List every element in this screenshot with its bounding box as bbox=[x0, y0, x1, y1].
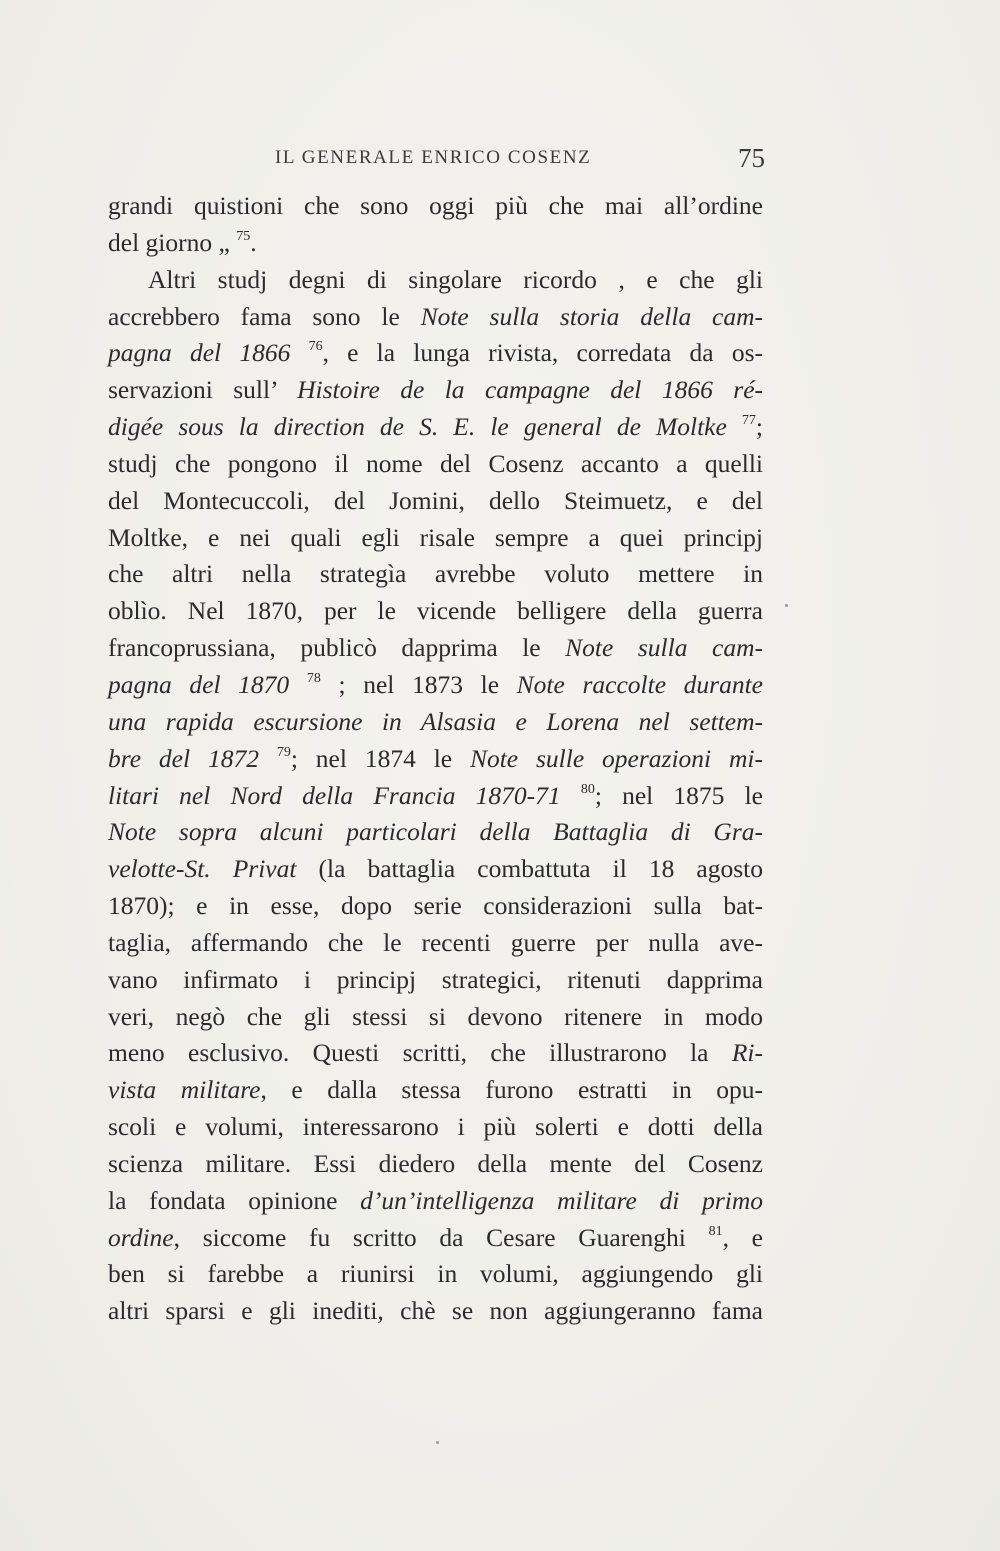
italic-text: Note sopra alcuni particolari della Battaglia di Gra- bbox=[108, 817, 763, 847]
text-line bbox=[108, 888, 763, 925]
text-line bbox=[108, 741, 763, 778]
text-line bbox=[108, 925, 763, 962]
text-run: studj che pongono il nome del Cosenz accanto a quelli bbox=[108, 448, 763, 478]
page-header bbox=[275, 143, 765, 175]
text-line bbox=[108, 188, 763, 225]
text-run: , e la lunga rivista, corredata da os- bbox=[322, 338, 764, 368]
text-run: ; nel 1874 le bbox=[290, 743, 470, 773]
speck-mark bbox=[436, 1441, 439, 1444]
footnote-ref: 77 bbox=[741, 413, 756, 429]
text-run: 1870); e in esse, dopo serie considerazioni sulla bat- bbox=[108, 891, 763, 921]
text-line bbox=[108, 1220, 763, 1257]
footnote-ref: 80 bbox=[580, 781, 595, 797]
text-run: del Montecuccoli, del Jomini, dello Steimuetz, e del bbox=[108, 485, 763, 515]
italic-text: velotte-St. Privat bbox=[108, 854, 297, 884]
text-run bbox=[727, 412, 742, 441]
text-run: grandi quistioni che sono oggi più che mai all’ordine bbox=[108, 191, 763, 220]
text-line bbox=[108, 1146, 763, 1183]
text-line bbox=[108, 851, 763, 888]
text-line bbox=[108, 409, 763, 446]
text-line bbox=[108, 335, 763, 372]
text-run: , siccome fu scritto da Cesare Guarenghi bbox=[173, 1222, 709, 1252]
text-line bbox=[108, 372, 763, 409]
italic-text: Note raccolte durante bbox=[516, 669, 763, 699]
text-run: altri sparsi e gli inediti, chè se non aggiungeranno fama bbox=[108, 1296, 763, 1326]
italic-text: Histoire de la campagne del 1866 ré- bbox=[297, 375, 764, 405]
italic-text: pagna del 1866 bbox=[108, 338, 291, 368]
text-run: ben si farebbe a riunirsi in volumi, aggiungendo gli bbox=[108, 1259, 763, 1289]
text-line bbox=[108, 593, 763, 630]
text-line bbox=[108, 1293, 763, 1330]
running-head: IL GENERALE ENRICO COSENZ bbox=[275, 147, 592, 168]
text-line bbox=[108, 999, 763, 1036]
italic-text: vista militare bbox=[108, 1075, 261, 1105]
italic-text: una rapida escursione in Alsasia e Lorena nel settem- bbox=[108, 706, 763, 736]
text-run: francoprussiana, publicò dapprima le bbox=[108, 633, 566, 663]
text-run: scoli e volumi, interessarono i più solerti e dotti della bbox=[108, 1112, 763, 1142]
text-line bbox=[108, 630, 763, 667]
text-run: accrebbero fama sono le bbox=[108, 301, 421, 331]
italic-text: d’un’intelligenza militare di primo bbox=[360, 1185, 764, 1215]
text-run: oblìo. Nel 1870, per le vicende belligere della guerra bbox=[108, 596, 763, 626]
text-line bbox=[108, 225, 763, 262]
text-run: vano infirmato i principj strategici, ritenuti dapprima bbox=[108, 964, 763, 994]
text-line bbox=[108, 483, 763, 520]
text-run: Altri studj degni di singolare ricordo , e che gli bbox=[148, 264, 763, 294]
text-run: Moltke, e nei quali egli risale sempre a quei principj bbox=[108, 522, 763, 552]
footnote-ref: 78 bbox=[306, 670, 321, 686]
italic-text: Note sulla storia della cam- bbox=[420, 301, 763, 331]
footnote-ref: 76 bbox=[308, 339, 323, 355]
text-line bbox=[108, 667, 763, 704]
text-line bbox=[108, 778, 763, 815]
text-line bbox=[108, 962, 763, 999]
text-line bbox=[108, 556, 763, 593]
italic-text: digée sous la direction de S. E. le general de Moltke bbox=[108, 412, 727, 442]
text-line bbox=[108, 1035, 763, 1072]
italic-text: pagna del 1870 bbox=[108, 669, 290, 699]
text-run bbox=[259, 744, 277, 773]
text-run: del giorno „ bbox=[108, 227, 237, 257]
text-run: ; nel 1875 le bbox=[594, 780, 764, 810]
text-run bbox=[289, 670, 307, 699]
italic-text: bre del 1872 bbox=[108, 743, 259, 773]
text-run: taglia, affermando che le recenti guerre per nulla ave- bbox=[108, 927, 763, 957]
italic-text: litari nel Nord della Francia 1870-71 bbox=[108, 780, 561, 810]
footnote-ref: 81 bbox=[708, 1223, 723, 1239]
text-line bbox=[108, 262, 763, 299]
text-run: veri, negò che gli stessi si devono ritenere in modo bbox=[108, 1001, 763, 1031]
text-run: la fondata opinione bbox=[108, 1185, 361, 1215]
text-run: . bbox=[250, 227, 257, 257]
text-line bbox=[108, 1072, 763, 1109]
text-run: ; nel 1873 le bbox=[320, 669, 517, 699]
footnote-ref: 79 bbox=[276, 744, 291, 760]
italic-text: Note sulle operazioni mi- bbox=[469, 743, 763, 773]
text-run bbox=[561, 781, 581, 810]
page-number: 75 bbox=[738, 143, 765, 173]
text-run: scienza militare. Essi diedero della mente del Cosenz bbox=[108, 1148, 763, 1178]
text-line bbox=[108, 299, 763, 336]
text-run: servazioni sull’ bbox=[108, 375, 298, 405]
text-run: che altri nella strategìa avrebbe voluto mettere in bbox=[108, 559, 763, 589]
text-line bbox=[108, 1109, 763, 1146]
italic-text: Note sulla cam- bbox=[565, 633, 763, 663]
text-run bbox=[290, 338, 308, 367]
body-text bbox=[108, 188, 763, 1330]
text-run: meno esclusivo. Questi scritti, che illustrarono la bbox=[108, 1038, 732, 1068]
text-run: (la battaglia combattuta il 18 agosto bbox=[296, 854, 763, 884]
text-run: , e dalla stessa furono estratti in opu- bbox=[260, 1075, 763, 1105]
italic-text: Ri- bbox=[731, 1038, 763, 1068]
italic-text: ordine bbox=[108, 1222, 174, 1252]
text-line bbox=[108, 1256, 763, 1293]
speck-mark bbox=[785, 604, 788, 607]
text-line bbox=[108, 520, 763, 557]
text-line bbox=[108, 1183, 763, 1220]
text-line bbox=[108, 814, 763, 851]
text-line bbox=[108, 446, 763, 483]
text-run: ; bbox=[755, 412, 764, 442]
text-run: , e bbox=[722, 1222, 763, 1252]
text-line bbox=[108, 704, 763, 741]
footnote-ref: 75 bbox=[236, 228, 251, 244]
